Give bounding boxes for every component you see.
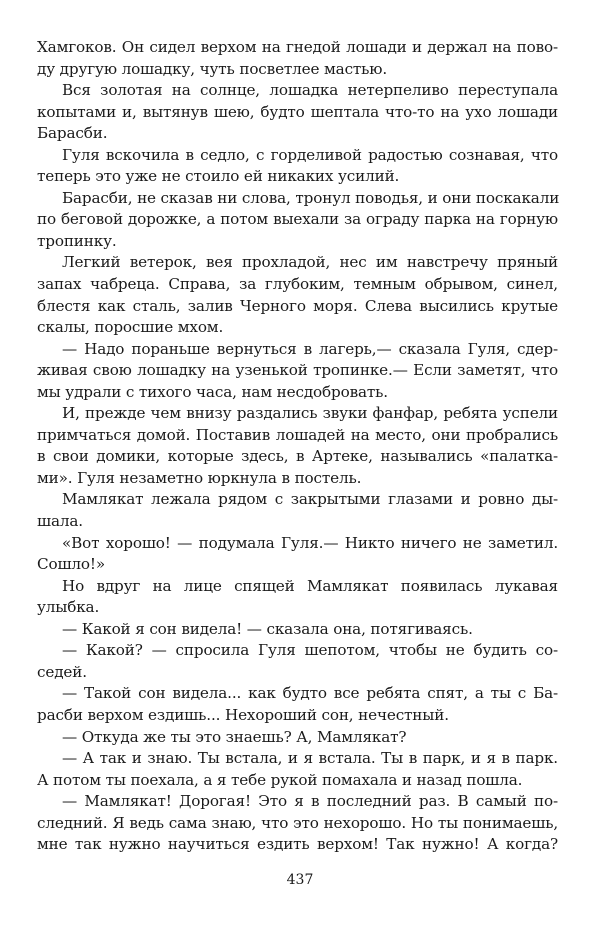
text-line: ми». Гуля незаметно юркнула в постель. [37, 468, 362, 487]
text-line: «Вот хорошо! — подумала Гуля.— Никто ничего не заметил. [62, 533, 558, 552]
text-line: — А так и знаю. Ты встала, и я встала. Ты в парк, и я в парк. [62, 749, 558, 768]
text-line: улыбка. [37, 598, 100, 617]
text-line: блестя как сталь, залив Черного моря. Слева высились крутые [37, 296, 558, 315]
text-line: Легкий ветерок, вея прохладой, нес им навстречу пряный [62, 253, 558, 272]
text-line: мне так нужно научиться ездить верхом! Так нужно! А когда? [37, 835, 558, 854]
text-line: Вся золотая на солнце, лошадка нетерпеливо переступала [62, 81, 558, 100]
text-line: — Какой? — спросила Гуля шепотом, чтобы не будить со- [62, 641, 558, 660]
text-line: живая свою лошадку на узенькой тропинке.— Если заметят, что [37, 361, 558, 380]
text-line: расби верхом ездишь... Нехороший сон, нечестный. [37, 705, 449, 724]
text-line: примчаться домой. Поставив лошадей на место, они пробрались [37, 425, 558, 444]
text-line: А потом ты поехала, а я тебе рукой помахала и назад пошла. [37, 770, 523, 789]
text-line: следний. Я ведь сама знаю, что это нехорошо. Но ты понимаешь, [37, 813, 558, 832]
text-line: запах чабреца. Справа, за глубоким, темным обрывом, синел, [37, 275, 558, 294]
text-line: в свои домики, которые здесь, в Артеке, назывались «палатка- [37, 447, 558, 466]
text-line: седей. [37, 662, 87, 681]
text-line: копытами и, вытянув шею, будто шептала что-то на ухо лошади [37, 102, 558, 121]
text-line: Сошло!» [37, 555, 106, 574]
text-line: тропинку. [37, 231, 117, 250]
text-line: скалы, поросшие мхом. [37, 318, 224, 337]
page-body-text [37, 37, 558, 856]
text-line: шала. [37, 512, 83, 531]
text-line: по беговой дорожке, а потом выехали за ограду парка на горную [37, 210, 558, 229]
text-line: — Такой сон видела... как будто все ребята спят, а ты с Ба- [62, 684, 558, 703]
text-line: И, прежде чем внизу раздались звуки фанфар, ребята успели [62, 404, 558, 423]
text-line: — Мамлякат! Дорогая! Это я в последний раз. В самый по- [62, 792, 558, 811]
text-line: Гуля вскочила в седло, с горделивой радостью сознавая, что [62, 145, 558, 164]
text-line: Мамлякат лежала рядом с закрытыми глазами и ровно ды- [62, 490, 558, 509]
text-line: Хамгоков. Он сидел верхом на гнедой лошади и держал на пово- [37, 38, 558, 56]
text-line: ду другую лошадку, чуть посветлее мастью. [37, 59, 388, 78]
text-line: — Откуда же ты это знаешь? А, Мамлякат? [62, 727, 407, 746]
text-line: — Какой я сон видела! — сказала она, потягиваясь. [62, 619, 473, 638]
text-line: — Надо пораньше вернуться в лагерь,— сказала Гуля, сдер- [62, 339, 558, 358]
text-line: Барасби. [37, 124, 108, 143]
text-line: Но вдруг на лице спящей Мамлякат появилась лукавая [62, 576, 558, 595]
text-line: мы удрали с тихого часа, нам несдобровать. [37, 382, 388, 401]
text-line: Барасби, не сказав ни слова, тронул поводья, и они поскакали [62, 188, 560, 207]
text-line: теперь это уже не стоило ей никаких усилий. [37, 167, 400, 186]
page-number: 437 [286, 872, 314, 888]
